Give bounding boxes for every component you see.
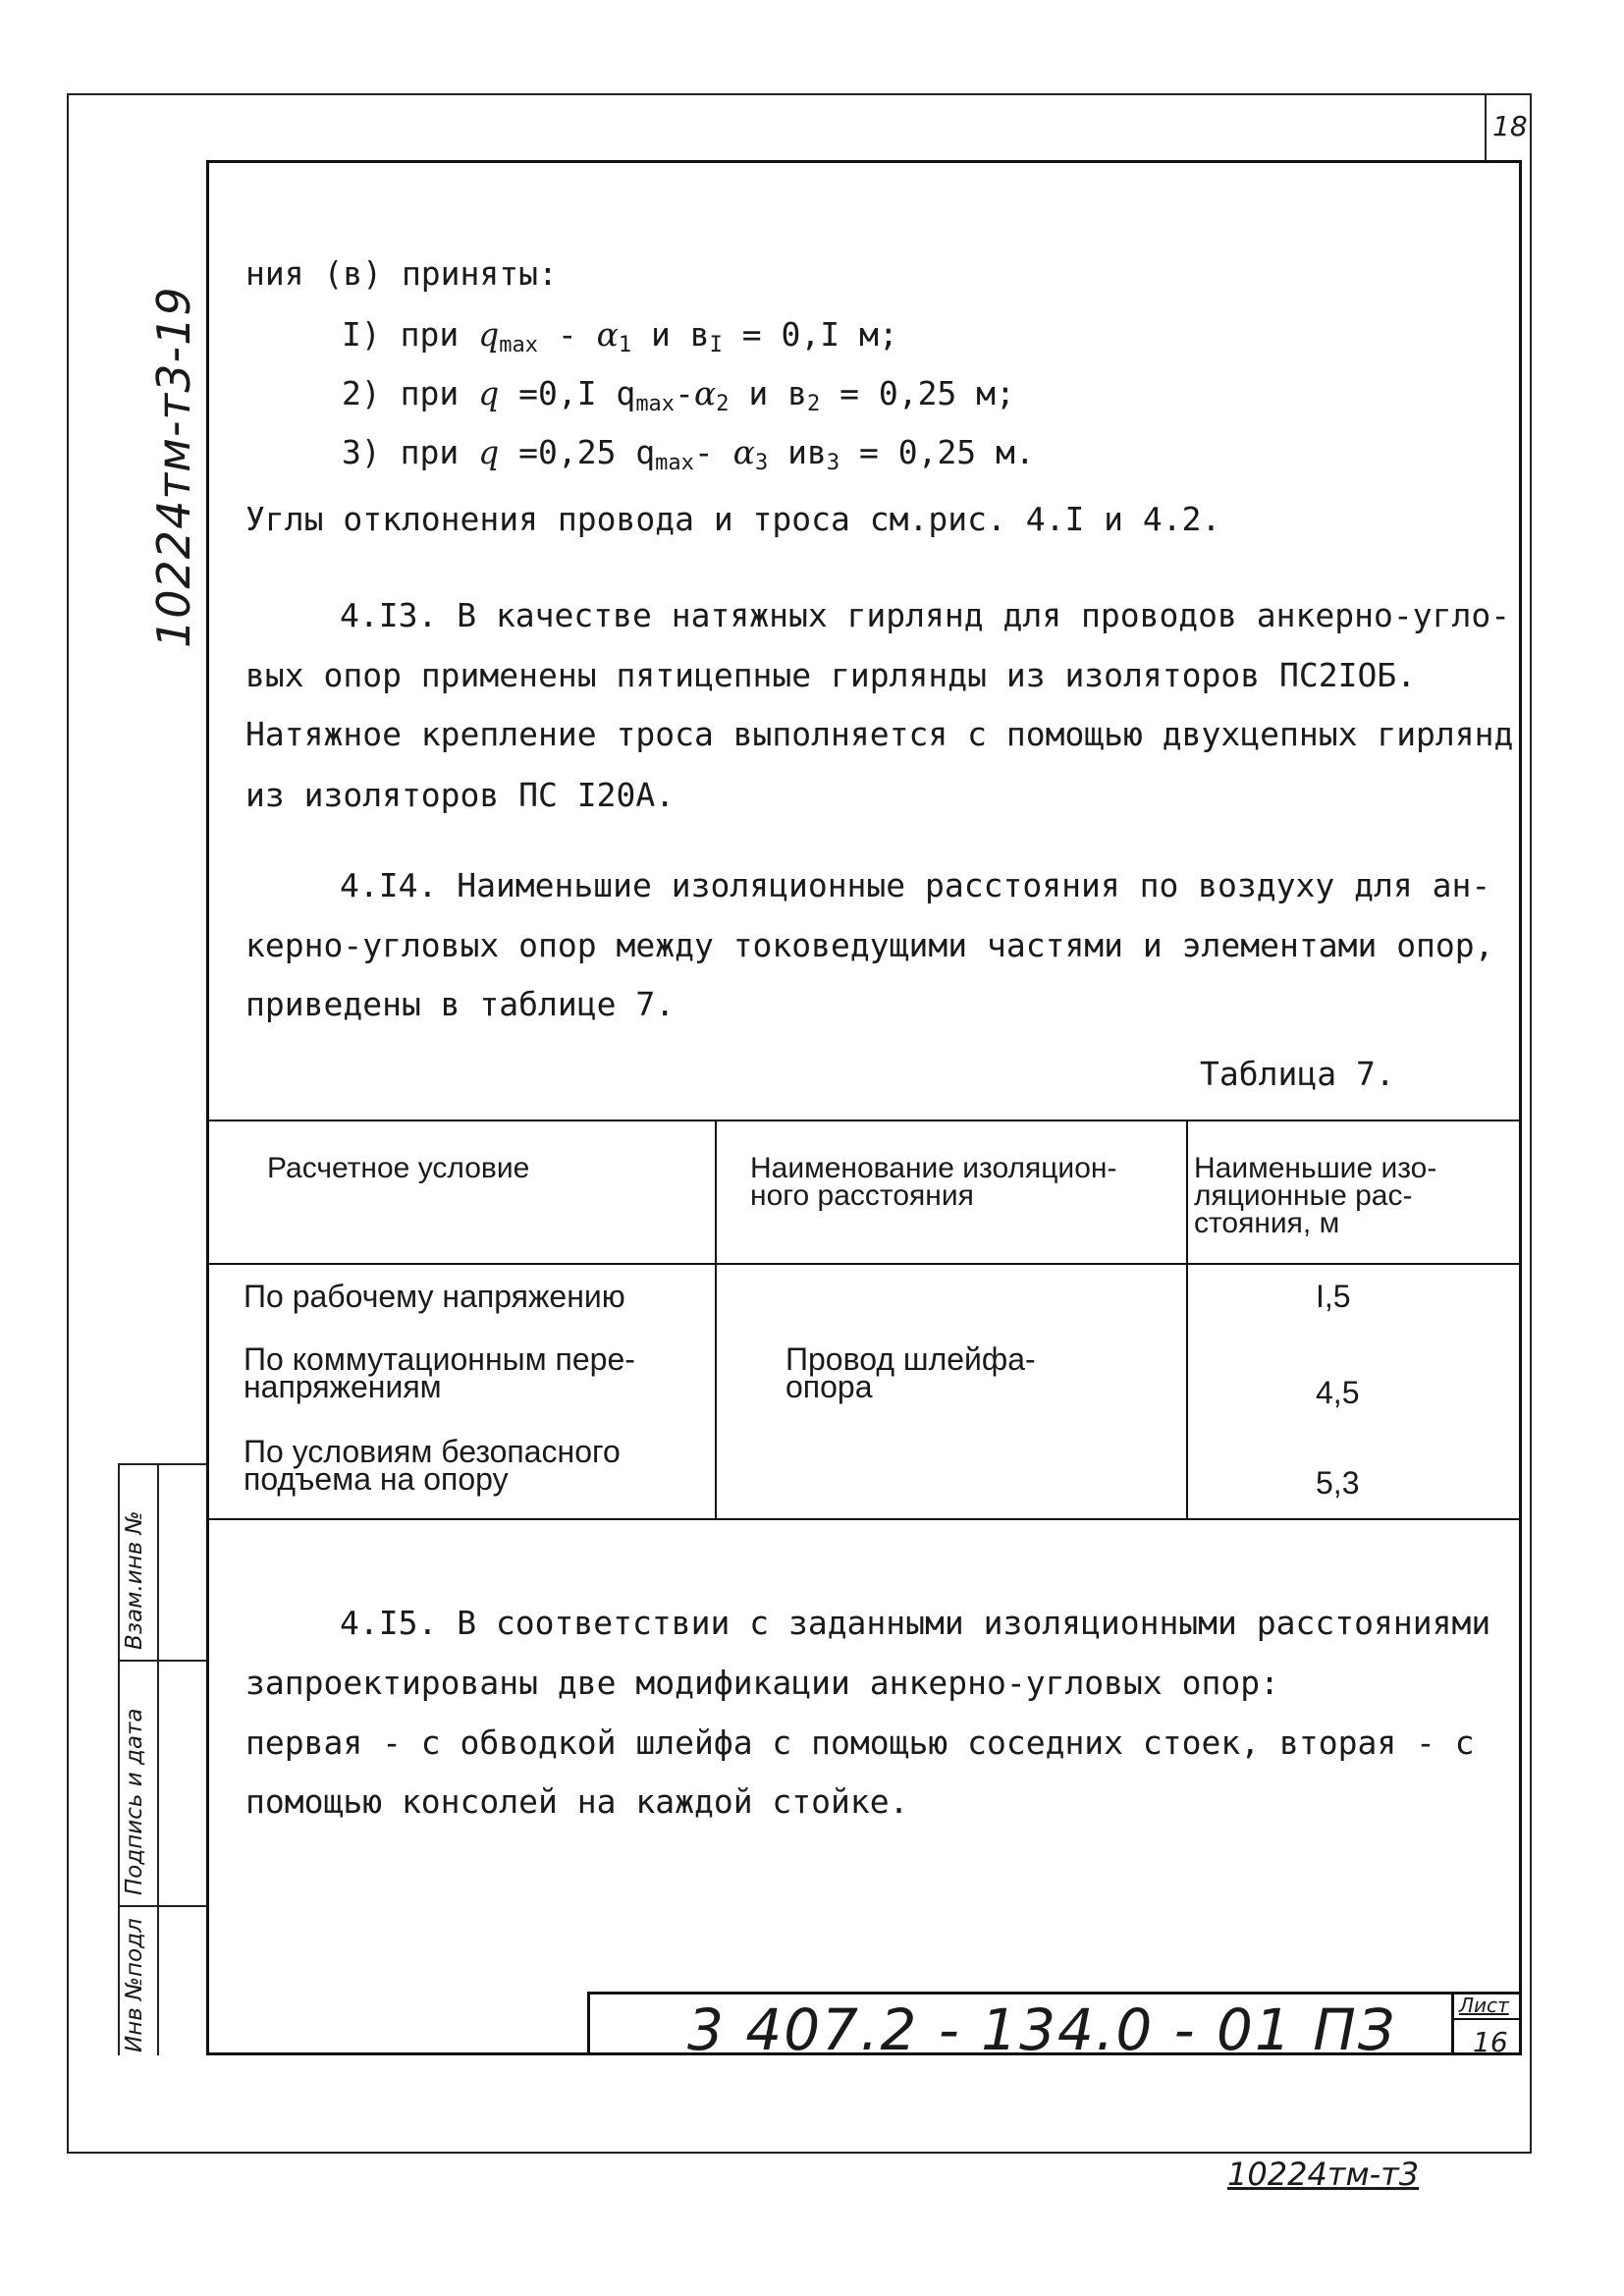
paragraph-4-14-line: керно-угловых опор между токоведущими частями и элементами опор, [245,926,1494,964]
table-header-distance: Наименьшие изо- ляционные рас- стояния, м [1194,1152,1437,1239]
side-cipher: 10224тм-т3-19 [147,286,200,648]
document-code: 3 407.2 - 134.0 - 01 ПЗ [687,1996,1397,2063]
paragraph-4-13-line: Натяжное крепление троса выполняется с помощью двухцепных гирлянд [245,715,1514,753]
paragraph-4-13-line: 4.I3. В качестве натяжных гирлянд для проводов анкерно-угло- [340,596,1511,634]
text-line: ния (в) приняты: [245,254,558,293]
paragraph-4-15-line: 4.I5. В соответствии с заданными изоляционными расстояниями [340,1604,1491,1642]
table-header-rule [206,1263,1522,1265]
condition-1: I) при $q_{max} - \alpha_1$ и $в_I = 0,I$ м; [342,315,898,357]
title-block-sheet-divider [1451,1992,1454,2055]
table-top-rule [206,1120,1522,1121]
sheet-label: Лист [1459,1994,1509,2017]
table-cell-value: 4,5 [1316,1375,1360,1410]
stamp-cell-replace: Взам.инв № [122,1510,147,1650]
paragraph-4-15-line: помощью консолей на каждой стойке. [245,1782,909,1821]
table-header-name: Наименование изоляцион- ного расстояния [750,1152,1117,1212]
table-cell-condition: По условиям безопасного подъема на опору [244,1434,621,1497]
stamp-cell-inventory: Инв №подл [122,1918,147,2052]
stamp-divider [118,1660,206,1662]
bottom-handwritten-cipher: 10224тм-т3 [1227,2156,1420,2193]
stamp-divider [118,1905,206,1907]
paragraph-4-15-line: первая - с обводкой шлейфа с помощью соседних стоек, вторая - с [245,1723,1475,1762]
title-block-sheet-rule [1451,2018,1522,2020]
top-sheet-number: 18 [1492,110,1528,142]
paragraph-4-13-line: вых опор применены пятицепные гирлянды из изоляторов ПС2IОБ. [245,656,1417,694]
paragraph-4-14-line: 4.I4. Наименьшие изоляционные расстояния по воздуху для ан- [340,866,1491,904]
stamp-inner-rule [157,1463,159,2055]
table-bottom-rule [206,1518,1522,1520]
table-cell-condition: По рабочему напряжению [244,1279,625,1314]
condition-2: 2) при q =0,I $q_{max}-\alpha_2$ и $в_2 = 0,25$ м; [342,374,1015,416]
paragraph-4-13-line: из изоляторов ПС I20А. [245,776,676,814]
table-cell-value: 5,3 [1316,1465,1360,1501]
table-caption: Таблица 7. [1200,1055,1395,1093]
paragraph-4-15-line: запроектированы две модификации анкерно-угловых опор: [245,1664,1279,1702]
table-cell-value: I,5 [1316,1279,1351,1314]
paragraph-4-14-line: приведены в таблице 7. [245,985,676,1023]
table-col-rule [1186,1120,1188,1520]
table-col-rule [715,1120,717,1520]
table-cell-condition: По коммутационным пере- напряжениям [244,1341,635,1404]
condition-3: 3) при q =0,25 $q_{max}-$ $\alpha_3$ $ив_3 = 0,25$ м. [342,433,1035,475]
table-cell-merged-name: Провод шлейфа- опора [785,1341,1036,1404]
sheet-number: 16 [1473,2026,1508,2058]
stamp-cell-signature: Подпись и дата [122,1708,147,1895]
text-line: Углы отклонения провода и троса см.рис. 4.I и 4.2. [245,500,1221,538]
table-header-condition: Расчетное условие [267,1152,530,1184]
